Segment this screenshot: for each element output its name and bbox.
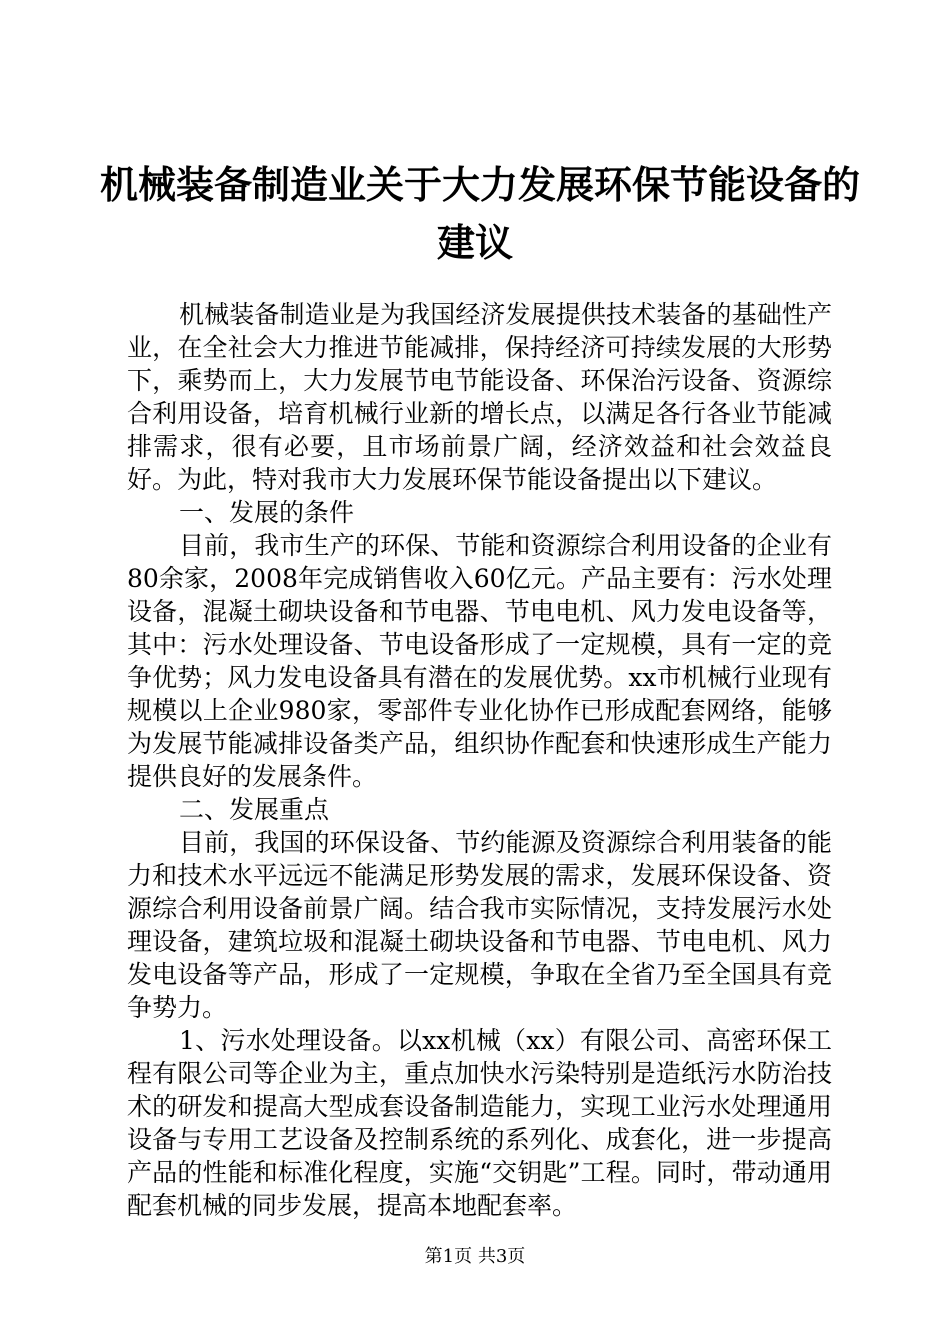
section-heading-focus: 二、发展重点	[179, 795, 330, 824]
document-title-line-1: 机械装备制造业关于大力发展环保节能设备的	[100, 162, 861, 207]
conditions-paragraph: 目前，我市生产的环保、节能和资源综合利用设备的企业有80余家，2008年完成销售收入60亿元。产品主要有：污水处理设备，混凝土砌块设备和节电器、节电电机、风力发电设备等，其中：污水处理设备、节电设备形成了一定规模，具有一定的竞争优势；风力发电设备具有潜在的发展优势。xx市机械行业现有规模以上企业980家，零部件专业化协作已形成配套网络，能够为发展节能减排设备类产品，组织协作配套和快速形成生产能力提供良好的发展条件。	[127, 531, 832, 791]
document-title-line-2: 建议	[436, 220, 513, 265]
page-footer: 第1页 共3页	[424, 1246, 526, 1267]
document-body	[127, 298, 832, 1222]
section-heading-conditions: 一、发展的条件	[179, 498, 355, 527]
focus-paragraph: 目前，我国的环保设备、节约能源及资源综合利用装备的能力和技术水平远远不能满足形势发展的需求，发展环保设备、资源综合利用设备前景广阔。结合我市实际情况，支持发展污水处理设备，建筑垃圾和混凝土砌块设备和节电器、节电电机、风力发电设备等产品，形成了一定规模，争取在全省乃至全国具有竞争势力。	[127, 828, 832, 1022]
intro-paragraph: 机械装备制造业是为我国经济发展提供技术装备的基础性产业，在全社会大力推进节能减排，保持经济可持续发展的大形势下，乘势而上，大力发展节电节能设备、环保治污设备、资源综合利用设备，培育机械行业新的增长点，以满足各行各业节能减排需求，很有必要，且市场前景广阔，经济效益和社会效益良好。为此，特对我市大力发展环保节能设备提出以下建议。	[127, 300, 832, 494]
wastewater-equipment-paragraph: 1、污水处理设备。以xx机械（xx）有限公司、高密环保工程有限公司等企业为主，重点加快水污染特别是造纸污水防治技术的研发和提高大型成套设备制造能力，实现工业污水处理通用设备与专用工艺设备及控制系统的系列化、成套化，进一步提高产品的性能和标准化程度，实施“交钥匙”工程。同时，带动通用配套机械的同步发展，提高本地配套率。	[127, 1026, 832, 1220]
